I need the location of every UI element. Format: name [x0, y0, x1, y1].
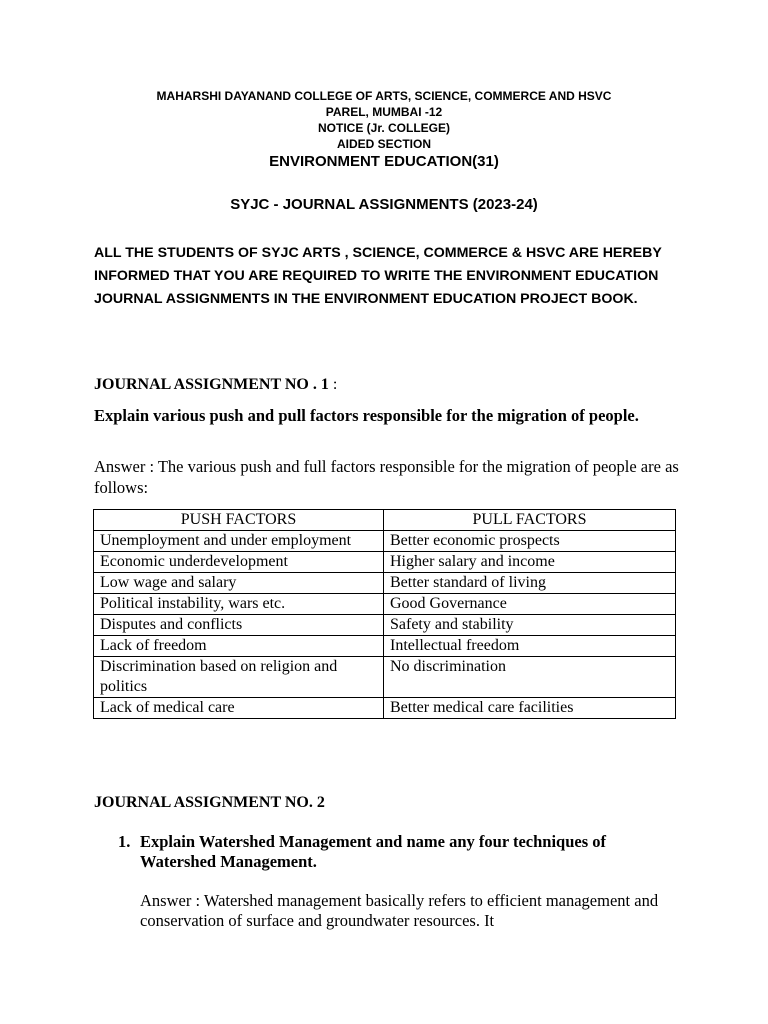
- assignment-2-question: Explain Watershed Management and name any four techniques of Watershed Management.: [140, 832, 607, 871]
- document-title: SYJC - JOURNAL ASSIGNMENTS (2023-24): [230, 196, 538, 213]
- notice-label: NOTICE (Jr. COLLEGE): [317, 121, 450, 135]
- push-factor-cell: Political instability, wars etc.: [94, 594, 384, 615]
- table-header-push: PUSH FACTORS: [94, 510, 384, 531]
- pull-factor-cell: Safety and stability: [384, 615, 676, 636]
- pull-factor-cell: Good Governance: [384, 594, 676, 615]
- table-row: [94, 573, 676, 594]
- pull-factor-cell: Better economic prospects: [384, 531, 676, 552]
- table-row: [94, 552, 676, 573]
- question-number: 1.: [118, 832, 131, 851]
- subject-title: ENVIRONMENT EDUCATION(31): [269, 153, 499, 170]
- push-factor-cell: Low wage and salary: [94, 573, 384, 594]
- pull-factor-cell: Better standard of living: [384, 573, 676, 594]
- push-pull-factors-table: [93, 509, 676, 719]
- assignment-2-answer: Answer : Watershed management basically refers to efficient management and conservation of surface and groundwater resources. It: [140, 891, 659, 930]
- college-name: MAHARSHI DAYANAND COLLEGE OF ARTS, SCIENCE, COMMERCE AND HSVC: [156, 89, 612, 103]
- table-row: [94, 594, 676, 615]
- section-label: AIDED SECTION: [336, 137, 431, 151]
- push-factor-cell: Economic underdevelopment: [94, 552, 384, 573]
- pull-factor-cell: Better medical care facilities: [384, 698, 676, 719]
- intro-paragraph: ALL THE STUDENTS OF SYJC ARTS , SCIENCE, COMMERCE & HSVC ARE HEREBY INFORMED THAT YOU ARE REQUIRED TO WRITE THE ENVIRONMENT EDUCATION JOURNAL ASSIGNMENTS IN THE ENVIRONMENT EDUCATION PROJECT BOOK.: [94, 245, 662, 307]
- table-header-pull: PULL FACTORS: [384, 510, 676, 531]
- push-factor-cell: Lack of medical care: [94, 698, 384, 719]
- push-factor-cell: Discrimination based on religion and politics: [94, 657, 384, 698]
- table-row: [94, 657, 676, 698]
- push-factor-cell: Unemployment and under employment: [94, 531, 384, 552]
- pull-factor-cell: Intellectual freedom: [384, 636, 676, 657]
- college-address: PAREL, MUMBAI -12: [325, 105, 443, 119]
- table-row: [94, 636, 676, 657]
- assignment-2-heading: JOURNAL ASSIGNMENT NO. 2: [94, 794, 325, 811]
- pull-factor-cell: Higher salary and income: [384, 552, 676, 573]
- assignment-1-heading: [94, 375, 337, 395]
- pull-factor-cell: No discrimination: [384, 657, 676, 698]
- push-factor-cell: Lack of freedom: [94, 636, 384, 657]
- table-header-row: [94, 510, 676, 531]
- assignment-1-heading-text: JOURNAL ASSIGNMENT NO . 1: [94, 376, 329, 393]
- assignment-1-answer: Answer : The various push and full factors responsible for the migration of people are as follows:: [94, 457, 679, 497]
- push-factor-cell: Disputes and conflicts: [94, 615, 384, 636]
- assignment-1-question: Explain various push and pull factors responsible for the migration of people.: [94, 406, 639, 425]
- table-row: [94, 698, 676, 719]
- table-row: [94, 531, 676, 552]
- assignment-1-heading-colon: :: [328, 376, 338, 393]
- table-row: [94, 615, 676, 636]
